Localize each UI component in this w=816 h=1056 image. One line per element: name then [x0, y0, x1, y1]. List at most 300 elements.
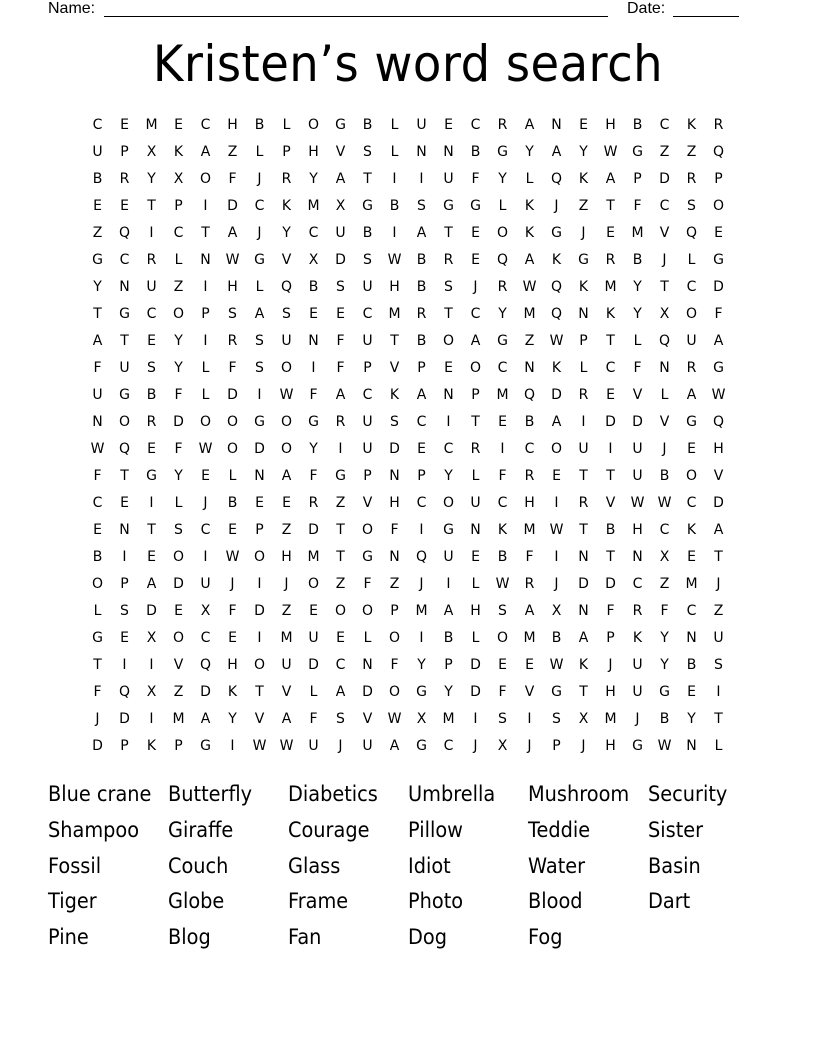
grid-letter: K [524, 225, 535, 241]
grid-letter: T [255, 684, 264, 700]
grid-letter: D [254, 441, 265, 457]
grid-letter: M [442, 711, 455, 727]
grid-letter: O [280, 360, 293, 376]
grid-letter: X [416, 711, 427, 727]
grid-letter: H [227, 117, 238, 133]
grid-letter: G [200, 738, 211, 754]
grid-letter: G [92, 252, 103, 268]
grid-letter: S [390, 414, 399, 430]
grid-letter: V [389, 360, 400, 376]
grid-letter: B [470, 144, 481, 160]
grid-letter: K [686, 522, 697, 538]
grid-letter: Z [227, 144, 238, 160]
word-list-item: Basin [648, 853, 701, 878]
grid-letter: P [282, 144, 291, 160]
grid-letter: C [173, 225, 184, 241]
grid-letter: A [416, 225, 427, 241]
grid-letter: I [419, 171, 424, 187]
grid-letter: E [444, 117, 453, 133]
grid-letter: F [498, 684, 507, 700]
grid-letter: I [473, 711, 478, 727]
grid-letter: O [712, 198, 725, 214]
grid-letter: A [389, 738, 400, 754]
grid-letter: W [198, 441, 213, 457]
grid-letter: Y [174, 360, 183, 376]
grid-row [84, 544, 734, 571]
grid-letter: I [149, 711, 154, 727]
grid-letter: V [254, 711, 265, 727]
grid-letter: V [632, 387, 643, 403]
grid-letter: T [606, 549, 615, 565]
grid-letter: H [713, 441, 724, 457]
grid-letter: Q [496, 252, 509, 268]
grid-letter: X [146, 144, 157, 160]
grid-letter: H [227, 657, 238, 673]
grid-letter: P [444, 657, 453, 673]
grid-letter: H [227, 279, 238, 295]
grid-letter: J [581, 225, 586, 241]
grid-letter: B [362, 117, 373, 133]
grid-letter: E [309, 306, 318, 322]
grid-letter: L [201, 387, 210, 403]
grid-letter: C [200, 117, 211, 133]
grid-letter: M [604, 279, 617, 295]
grid-letter: U [92, 144, 103, 160]
grid-row [84, 301, 734, 328]
word-list-item: Fan [288, 925, 322, 950]
grid-letter: E [471, 225, 480, 241]
grid-letter: C [686, 279, 697, 295]
word-list-item: Blood [528, 889, 583, 914]
grid-letter: N [362, 657, 373, 673]
grid-letter: T [606, 333, 615, 349]
grid-letter: W [603, 144, 618, 160]
grid-letter: G [254, 414, 265, 430]
grid-letter: L [390, 144, 399, 160]
grid-letter: P [363, 360, 372, 376]
grid-letter: T [579, 684, 588, 700]
word-list-item: Dog [408, 925, 447, 950]
grid-letter: S [120, 603, 129, 619]
grid-letter: L [228, 468, 237, 484]
grid-letter: P [417, 360, 426, 376]
grid-letter: B [227, 495, 238, 511]
grid-letter: E [228, 522, 237, 538]
grid-letter: K [686, 117, 697, 133]
grid-letter: F [228, 360, 237, 376]
grid-letter: L [660, 387, 669, 403]
grid-letter: D [308, 522, 319, 538]
grid-letter: Q [280, 279, 293, 295]
grid-letter: A [146, 576, 157, 592]
grid-letter: S [498, 603, 507, 619]
grid-letter: Z [92, 225, 103, 241]
grid-letter: C [470, 306, 481, 322]
grid-letter: S [147, 360, 156, 376]
grid-letter: M [307, 549, 320, 565]
grid-letter: P [120, 144, 129, 160]
grid-letter: B [416, 252, 427, 268]
grid-letter: G [578, 252, 589, 268]
grid-letter: V [659, 225, 670, 241]
grid-letter: S [417, 198, 426, 214]
grid-letter: W [225, 549, 240, 565]
grid-letter: C [659, 117, 670, 133]
grid-letter: W [522, 279, 537, 295]
grid-letter: E [201, 468, 210, 484]
grid-letter: G [713, 360, 724, 376]
grid-letter: E [687, 441, 696, 457]
word-list-item: Sister [648, 817, 704, 842]
grid-letter: O [172, 306, 185, 322]
grid-letter: M [523, 306, 536, 322]
grid-letter: G [443, 522, 454, 538]
grid-letter: U [578, 441, 589, 457]
grid-letter: U [632, 468, 643, 484]
grid-letter: Y [282, 225, 291, 241]
grid-row [84, 382, 734, 409]
grid-letter: G [632, 144, 643, 160]
grid-letter: U [362, 738, 373, 754]
grid-letter: M [523, 630, 536, 646]
word-list-item: Water [528, 853, 586, 878]
grid-letter: B [605, 522, 616, 538]
grid-letter: Q [199, 657, 212, 673]
grid-letter: C [497, 360, 508, 376]
grid-letter: D [173, 414, 184, 430]
grid-letter: W [711, 387, 726, 403]
grid-letter: A [686, 387, 697, 403]
grid-row [84, 436, 734, 463]
grid-letter: E [471, 252, 480, 268]
grid-letter: U [416, 117, 427, 133]
grid-letter: T [147, 198, 156, 214]
grid-letter: I [122, 549, 127, 565]
grid-row [84, 517, 734, 544]
grid-letter: E [606, 225, 615, 241]
grid-letter: U [713, 630, 724, 646]
grid-letter: G [362, 198, 373, 214]
grid-letter: K [551, 360, 562, 376]
grid-letter: A [551, 144, 562, 160]
grid-letter: Q [523, 387, 536, 403]
grid-row [84, 112, 734, 139]
grid-letter: P [714, 171, 723, 187]
grid-letter: G [497, 333, 508, 349]
grid-letter: L [255, 279, 264, 295]
grid-letter: D [713, 495, 724, 511]
grid-letter: F [525, 549, 534, 565]
grid-letter: L [471, 630, 480, 646]
grid-letter: F [174, 441, 183, 457]
grid-letter: D [92, 738, 103, 754]
grid-letter: F [93, 360, 102, 376]
grid-row [84, 355, 734, 382]
grid-letter: Z [524, 333, 535, 349]
grid-letter: B [254, 117, 265, 133]
grid-letter: T [147, 522, 156, 538]
grid-letter: C [254, 198, 265, 214]
word-list-item: Glass [288, 853, 341, 878]
grid-letter: J [230, 576, 235, 592]
grid-letter: J [257, 171, 262, 187]
grid-letter: F [93, 684, 102, 700]
grid-letter: N [119, 522, 130, 538]
grid-letter: T [93, 306, 102, 322]
grid-letter: A [416, 387, 427, 403]
word-list-item: Courage [288, 817, 370, 842]
grid-letter: X [659, 549, 670, 565]
grid-letter: M [388, 306, 401, 322]
grid-letter: M [631, 225, 644, 241]
grid-letter: R [686, 171, 697, 187]
grid-letter: U [335, 225, 346, 241]
grid-letter: C [92, 495, 103, 511]
grid-letter: I [446, 414, 451, 430]
grid-letter: T [714, 549, 723, 565]
grid-letter: R [578, 495, 589, 511]
grid-letter: W [630, 495, 645, 511]
grid-letter: Q [415, 549, 428, 565]
grid-letter: R [443, 252, 454, 268]
grid-letter: C [416, 495, 427, 511]
grid-letter: G [254, 252, 265, 268]
grid-letter: C [524, 441, 535, 457]
grid-letter: T [390, 333, 399, 349]
grid-row [84, 409, 734, 436]
grid-letter: L [309, 684, 318, 700]
grid-letter: V [173, 657, 184, 673]
grid-letter: S [444, 279, 453, 295]
grid-letter: G [713, 252, 724, 268]
grid-letter: D [200, 684, 211, 700]
grid-letter: R [524, 468, 535, 484]
grid-letter: U [632, 657, 643, 673]
grid-letter: B [146, 387, 157, 403]
grid-letter: S [363, 144, 372, 160]
grid-letter: V [281, 684, 292, 700]
grid-letter: L [498, 198, 507, 214]
grid-letter: T [579, 468, 588, 484]
grid-letter: X [551, 603, 562, 619]
grid-letter: E [498, 657, 507, 673]
grid-letter: N [686, 630, 697, 646]
grid-letter: Z [578, 198, 589, 214]
grid-letter: G [335, 468, 346, 484]
grid-letter: E [120, 117, 129, 133]
grid-letter: S [282, 306, 291, 322]
grid-letter: C [200, 522, 211, 538]
grid-letter: N [659, 360, 670, 376]
grid-letter: D [227, 387, 238, 403]
grid-row [84, 139, 734, 166]
grid-letter: H [605, 117, 616, 133]
grid-letter: D [632, 414, 643, 430]
grid-letter: A [578, 630, 589, 646]
grid-letter: C [686, 603, 697, 619]
grid-letter: B [632, 117, 643, 133]
grid-letter: C [146, 306, 157, 322]
grid-letter: T [444, 225, 453, 241]
grid-letter: U [362, 414, 373, 430]
grid-letter: R [497, 279, 508, 295]
grid-letter: R [281, 171, 292, 187]
grid-letter: P [174, 738, 183, 754]
grid-letter: Y [174, 468, 183, 484]
grid-letter: H [470, 603, 481, 619]
grid-letter: Y [579, 144, 588, 160]
grid-letter: P [417, 468, 426, 484]
grid-letter: O [118, 414, 131, 430]
grid-letter: Q [118, 684, 131, 700]
grid-letter: D [659, 171, 670, 187]
grid-letter: F [660, 603, 669, 619]
grid-letter: N [119, 279, 130, 295]
grid-letter: H [524, 495, 535, 511]
grid-letter: U [92, 387, 103, 403]
grid-letter: G [362, 549, 373, 565]
grid-letter: A [281, 711, 292, 727]
grid-letter: D [470, 657, 481, 673]
grid-letter: P [471, 387, 480, 403]
grid-letter: E [174, 117, 183, 133]
grid-letter: U [632, 441, 643, 457]
grid-letter: M [523, 522, 536, 538]
grid-letter: D [146, 603, 157, 619]
grid-letter: R [578, 387, 589, 403]
grid-letter: P [579, 333, 588, 349]
grid-letter: Y [147, 171, 156, 187]
grid-letter: V [335, 144, 346, 160]
grid-letter: B [686, 657, 697, 673]
word-list-item: Globe [168, 889, 225, 914]
grid-letter: M [280, 630, 293, 646]
grid-letter: X [146, 684, 157, 700]
grid-letter: R [497, 117, 508, 133]
grid-letter: C [119, 252, 130, 268]
grid-letter: P [174, 198, 183, 214]
word-list-item: Shampoo [48, 817, 140, 842]
grid-letter: Y [633, 279, 642, 295]
grid-letter: G [92, 630, 103, 646]
grid-letter: A [713, 522, 724, 538]
grid-letter: B [389, 198, 400, 214]
grid-letter: K [524, 198, 535, 214]
grid-letter: J [257, 225, 262, 241]
grid-letter: B [443, 630, 454, 646]
grid-letter: T [471, 414, 480, 430]
grid-letter: D [605, 576, 616, 592]
grid-letter: Q [685, 225, 698, 241]
word-list-item: Security [648, 782, 728, 806]
grid-letter: E [336, 306, 345, 322]
grid-letter: R [524, 576, 535, 592]
grid-letter: N [443, 387, 454, 403]
grid-letter: M [307, 198, 320, 214]
grid-letter: X [578, 711, 589, 727]
grid-letter: F [633, 198, 642, 214]
grid-letter: U [308, 738, 319, 754]
grid-letter: F [228, 171, 237, 187]
grid-letter: W [387, 252, 402, 268]
grid-letter: X [308, 252, 319, 268]
grid-letter: N [524, 360, 535, 376]
grid-letter: O [199, 171, 212, 187]
grid-letter: O [91, 576, 104, 592]
grid-letter: N [470, 522, 481, 538]
grid-letter: E [687, 684, 696, 700]
grid-letter: D [713, 279, 724, 295]
grid-letter: E [147, 441, 156, 457]
grid-letter: O [172, 549, 185, 565]
grid-letter: S [363, 252, 372, 268]
grid-row [84, 571, 734, 598]
grid-letter: S [714, 657, 723, 673]
grid-letter: R [713, 117, 724, 133]
grid-letter: O [280, 441, 293, 457]
word-list-item: Fossil [48, 853, 102, 878]
grid-letter: O [199, 414, 212, 430]
grid-letter: B [416, 333, 427, 349]
grid-letter: E [147, 549, 156, 565]
grid-letter: C [659, 522, 670, 538]
grid-letter: T [336, 522, 345, 538]
grid-letter: N [686, 738, 697, 754]
grid-letter: P [552, 738, 561, 754]
grid-letter: X [146, 630, 157, 646]
grid-letter: T [606, 198, 615, 214]
grid-letter: W [549, 522, 564, 538]
grid-letter: E [714, 225, 723, 241]
word-list-item: Couch [168, 853, 229, 878]
grid-letter: J [716, 576, 721, 592]
grid-letter: R [227, 333, 238, 349]
grid-letter: B [497, 549, 508, 565]
grid-letter: L [714, 738, 723, 754]
grid-letter: T [120, 333, 129, 349]
grid-letter: G [470, 198, 481, 214]
grid-letter: Q [550, 279, 563, 295]
grid-letter: N [578, 306, 589, 322]
word-list-item: Giraffe [168, 817, 234, 842]
grid-letter: U [443, 549, 454, 565]
grid-letter: O [253, 549, 266, 565]
grid-letter: J [203, 495, 208, 511]
date-label: Date: [627, 0, 666, 17]
grid-letter: E [498, 414, 507, 430]
grid-letter: C [335, 657, 346, 673]
grid-letter: U [362, 279, 373, 295]
grid-letter: C [470, 117, 481, 133]
grid-row [84, 274, 734, 301]
grid-row [84, 598, 734, 625]
grid-letter: O [388, 684, 401, 700]
grid-letter: C [686, 495, 697, 511]
grid-letter: U [281, 333, 292, 349]
grid-letter: B [524, 414, 535, 430]
grid-letter: E [120, 495, 129, 511]
grid-letter: U [362, 441, 373, 457]
grid-letter: N [551, 117, 562, 133]
grid-letter: F [390, 522, 399, 538]
grid-letter: A [254, 306, 265, 322]
grid-letter: G [119, 306, 130, 322]
grid-letter: E [687, 549, 696, 565]
name-blank-line [104, 0, 608, 17]
grid-letter: V [659, 414, 670, 430]
grid-letter: O [442, 495, 455, 511]
grid-letter: M [685, 576, 698, 592]
